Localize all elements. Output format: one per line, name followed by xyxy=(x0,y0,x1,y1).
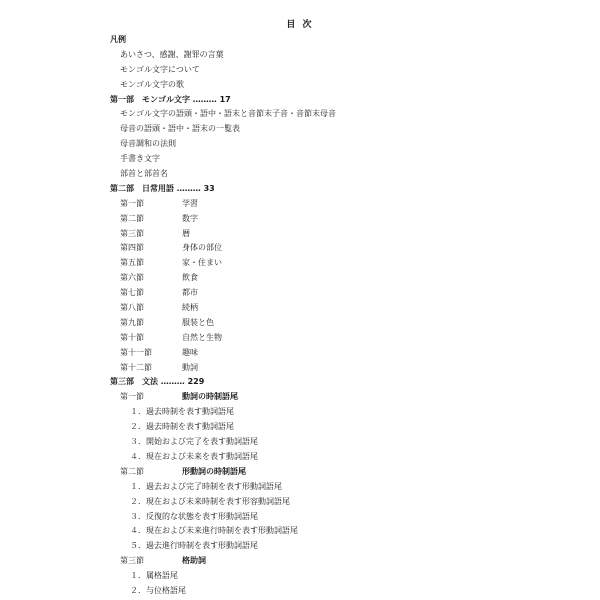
toc-section-entry xyxy=(0,286,600,301)
toc-section-entry xyxy=(0,212,600,227)
toc-section-number: 第五節 xyxy=(120,258,144,268)
toc-section-number: 第二節 xyxy=(120,466,144,476)
toc-section-entry xyxy=(0,122,600,137)
toc-subsection-entry xyxy=(0,420,600,435)
toc-section-number: 第四節 xyxy=(120,243,144,253)
toc-entry-text: １．過去および完了時制を表す形動詞語尾 xyxy=(130,481,282,491)
toc-section-entry xyxy=(0,554,600,569)
toc-subsection-entry xyxy=(0,584,600,599)
toc-entry-text: 格助詞 xyxy=(182,556,206,566)
toc-entry-text: モンゴル文字の語頭・語中・語末と音節末子音・音節末母音 xyxy=(120,109,336,119)
toc-section-number: 第二節 xyxy=(120,213,144,223)
toc-section-entry xyxy=(0,301,600,316)
toc-entry-text: あいさつ、感謝、謝罪の言葉 xyxy=(120,49,224,59)
toc-entry-text: 第一部 モンゴル文字 ……… 17 xyxy=(110,94,231,104)
toc-entry-text: 動詞の時制語尾 xyxy=(182,392,238,402)
toc-subsection-entry xyxy=(0,480,600,495)
toc-section-entry xyxy=(0,256,600,271)
toc-subsection-entry xyxy=(0,450,600,465)
toc-entry-text: 部首と部首名 xyxy=(120,169,168,179)
toc-entry-text: モンゴル文字の歌 xyxy=(120,79,184,89)
toc-section-entry xyxy=(0,331,600,346)
toc-section-entry xyxy=(0,152,600,167)
toc-section-number: 第一節 xyxy=(120,198,144,208)
toc-part-heading xyxy=(0,93,600,108)
toc-entry-text: 第三部 文法 ……… 229 xyxy=(110,377,205,387)
toc-subsection-entry xyxy=(0,524,600,539)
toc-entry-text: 暦 xyxy=(182,228,190,238)
toc-section-number: 第十二節 xyxy=(120,362,152,372)
toc-entry-text: ３．反復的な状態を表す形動詞語尾 xyxy=(130,511,258,521)
toc-entry-text: 趣味 xyxy=(182,347,198,357)
toc-entry-text: 家・住まい xyxy=(182,258,222,268)
toc-entry-text: 数字 xyxy=(182,213,198,223)
toc-section-entry xyxy=(0,361,600,376)
toc-section-number: 第八節 xyxy=(120,303,144,313)
toc-section-entry xyxy=(0,390,600,405)
toc-entry-text: 学習 xyxy=(182,198,198,208)
toc-entry-text: ３．開始および完了を表す動詞語尾 xyxy=(130,437,258,447)
toc-entry-text: ４．現在および未来進行時制を表す形動詞語尾 xyxy=(130,526,298,536)
toc-entry-text: ５．過去進行時制を表す形動詞語尾 xyxy=(130,541,258,551)
toc-subsection-entry xyxy=(0,495,600,510)
toc-part-heading xyxy=(0,182,600,197)
toc-section-entry xyxy=(0,78,600,93)
toc-entry-text: 服装と色 xyxy=(182,317,214,327)
toc-entry-text: モンゴル文字について xyxy=(120,64,200,74)
toc-part-heading xyxy=(0,33,600,48)
toc-entry-text: 第二部 日常用語 ……… 33 xyxy=(110,183,215,193)
toc-section-number: 第十節 xyxy=(120,332,144,342)
toc-section-entry xyxy=(0,271,600,286)
toc-entry-text: 都市 xyxy=(182,288,198,298)
toc-entry-text: 続柄 xyxy=(182,303,198,313)
toc-entry-text: 飲食 xyxy=(182,273,198,283)
toc-section-number: 第一節 xyxy=(120,392,144,402)
toc-section-number: 第六節 xyxy=(120,273,144,283)
toc-section-entry xyxy=(0,316,600,331)
toc-entry-text: 母音調和の法則 xyxy=(120,139,176,149)
toc-section-number: 第七節 xyxy=(120,288,144,298)
toc-entry-text: 身体の部位 xyxy=(182,243,222,253)
toc-section-number: 第九節 xyxy=(120,317,144,327)
toc-section-entry xyxy=(0,167,600,182)
toc-entry-text: ２．現在および未来時制を表す形容動詞語尾 xyxy=(130,496,290,506)
table-of-contents xyxy=(0,33,600,599)
toc-entry-text: 手書き文字 xyxy=(120,154,160,164)
toc-entry-text: ２．与位格語尾 xyxy=(130,585,186,595)
toc-section-entry xyxy=(0,137,600,152)
toc-part-heading xyxy=(0,375,600,390)
toc-subsection-entry xyxy=(0,435,600,450)
toc-section-entry xyxy=(0,465,600,480)
toc-entry-text: 形動詞の時制語尾 xyxy=(182,466,246,476)
toc-section-entry xyxy=(0,346,600,361)
toc-subsection-entry xyxy=(0,539,600,554)
toc-subsection-entry xyxy=(0,569,600,584)
toc-entry-text: 母音の語頭・語中・語末の一覧表 xyxy=(120,124,240,134)
toc-entry-text: 自然と生物 xyxy=(182,332,222,342)
toc-section-entry xyxy=(0,63,600,78)
toc-subsection-entry xyxy=(0,510,600,525)
toc-section-entry xyxy=(0,197,600,212)
toc-section-number: 第十一節 xyxy=(120,347,152,357)
toc-subsection-entry xyxy=(0,405,600,420)
toc-entry-text: 凡例 xyxy=(110,35,126,44)
toc-section-entry xyxy=(0,107,600,122)
toc-entry-text: 動詞 xyxy=(182,362,198,372)
toc-entry-text: ４．現在および未来を表す動詞語尾 xyxy=(130,451,258,461)
toc-entry-text: ２．過去時制を表す動詞語尾 xyxy=(130,422,234,432)
toc-section-entry xyxy=(0,227,600,242)
page-title: 目 次 xyxy=(286,20,314,30)
toc-entry-text: １．属格語尾 xyxy=(130,571,178,581)
toc-section-number: 第三節 xyxy=(120,556,144,566)
toc-section-number: 第三節 xyxy=(120,228,144,238)
toc-section-entry xyxy=(0,241,600,256)
toc-entry-text: １．過去時制を表す動詞語尾 xyxy=(130,407,234,417)
toc-section-entry xyxy=(0,48,600,63)
